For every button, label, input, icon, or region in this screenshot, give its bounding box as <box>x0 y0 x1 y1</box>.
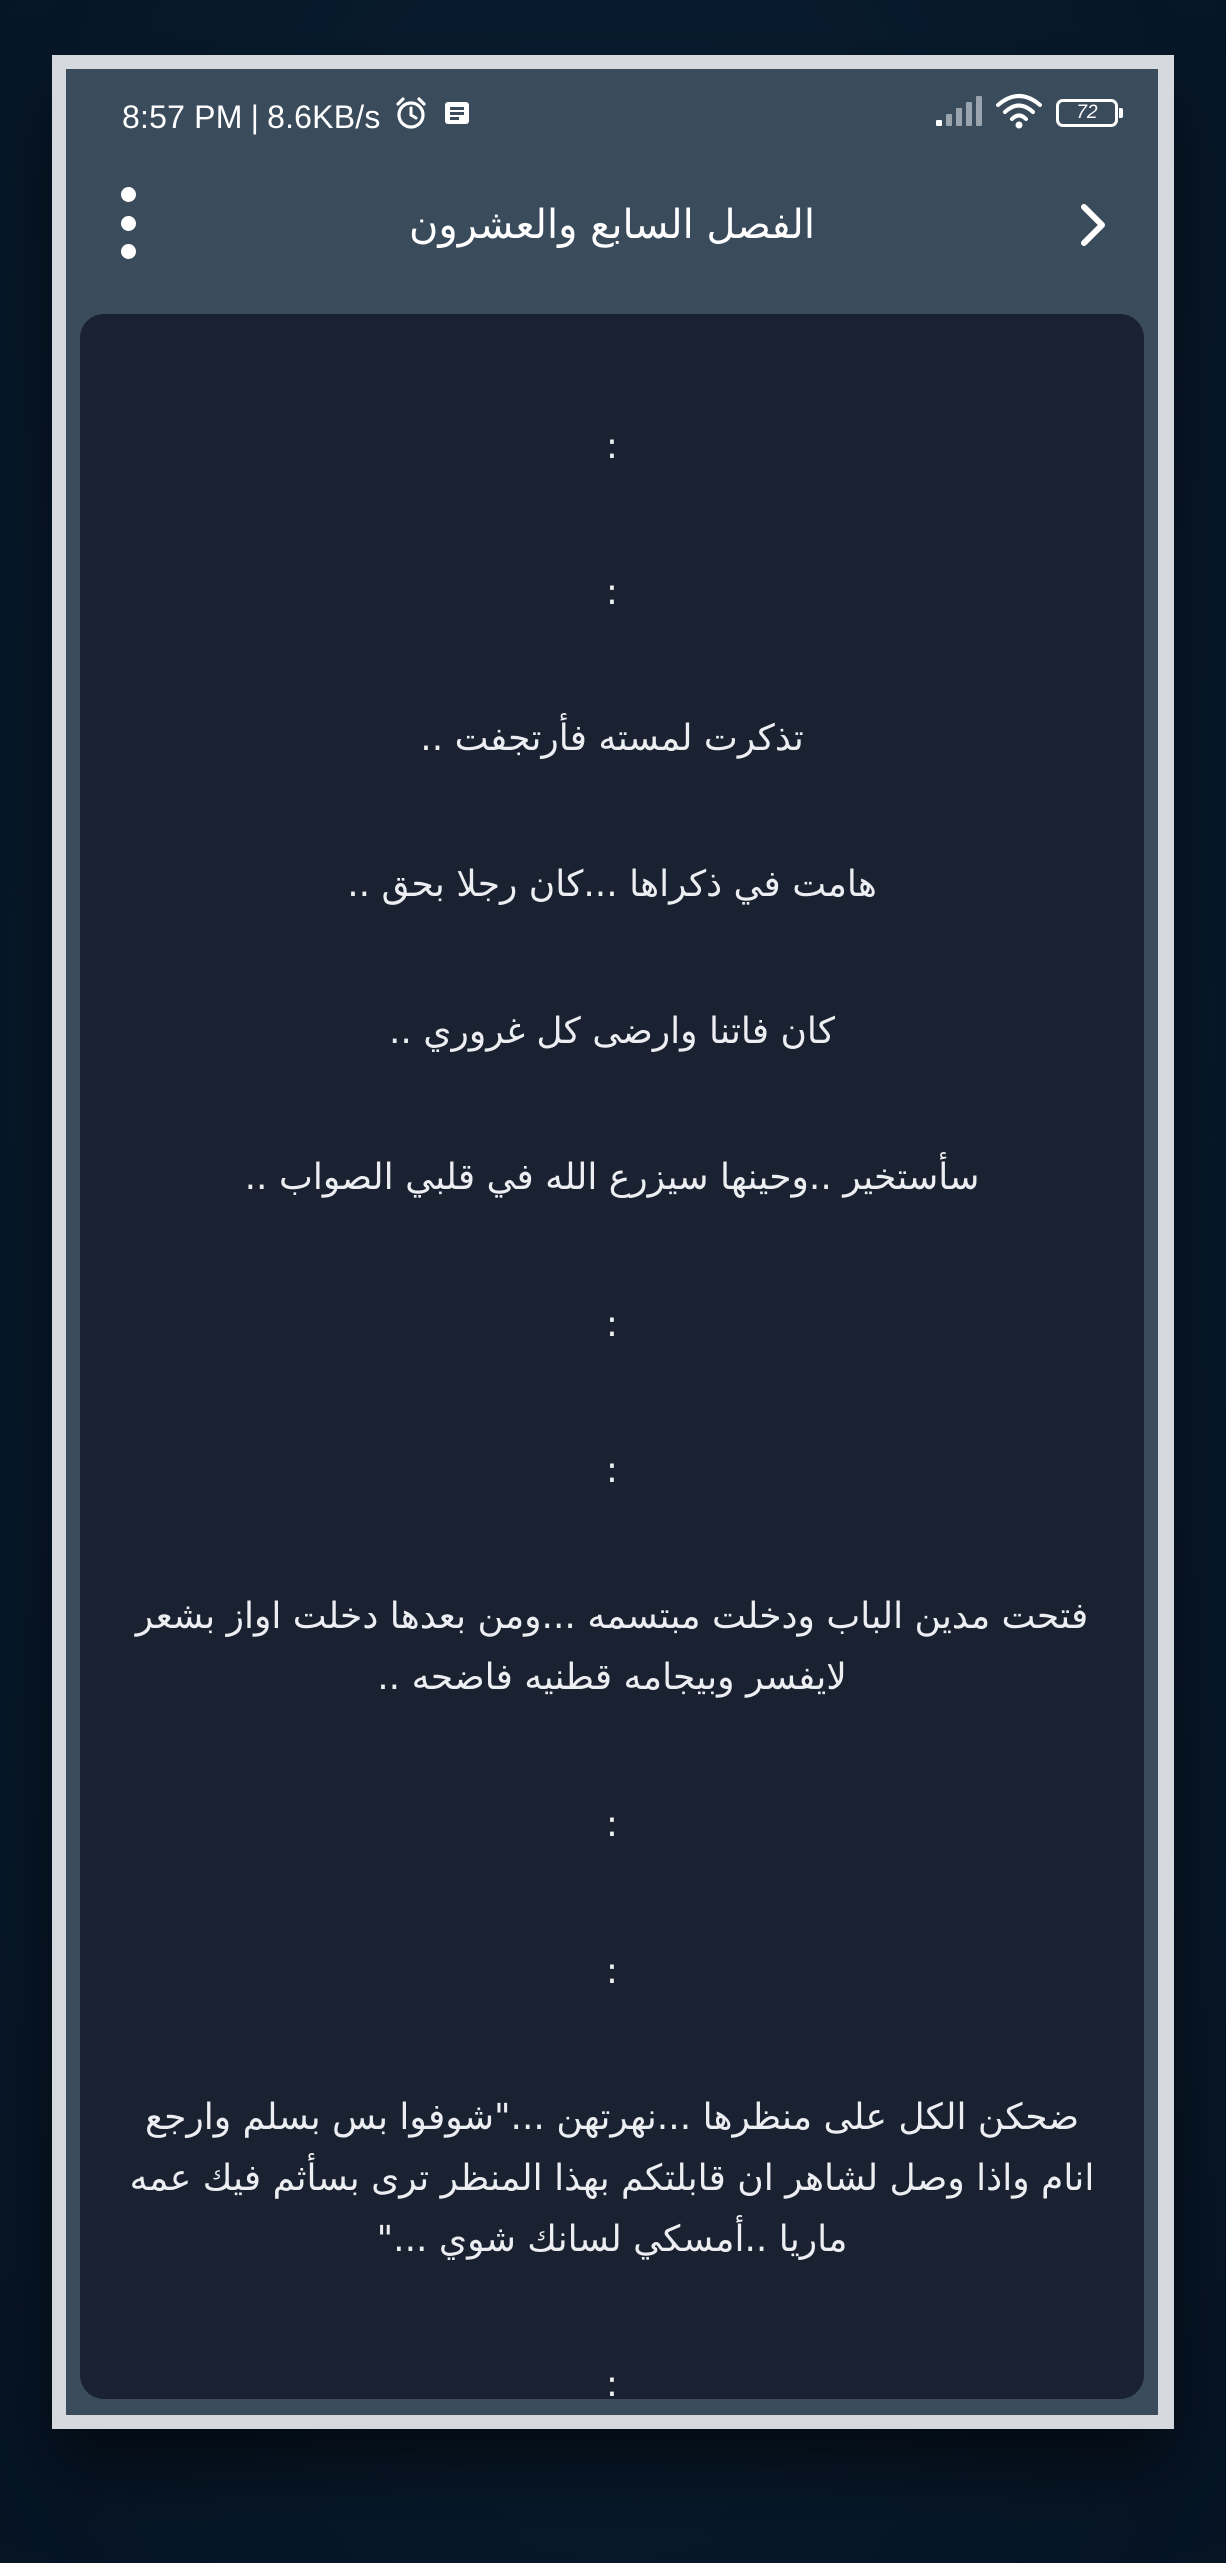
app-bar <box>66 161 1158 289</box>
paragraph: هامت في ذكراها ...كان رجلا بحق .. <box>347 864 877 905</box>
battery-icon <box>1056 99 1118 127</box>
chapter-content-card[interactable] <box>80 314 1144 2399</box>
paragraph: ضحكن الكل على منظرها ...نهرتهن ..."شوفوا بس بسلم وارجع انام واذا وصل لشاهر ان قابلتكم بهذا المنظر ترى بسأثم فيك عمه ماريا ..أمسكي لسانك شوي ..." <box>129 2097 1095 2260</box>
paragraph: : <box>605 2364 619 2399</box>
phone-screen <box>66 69 1158 2415</box>
paragraph: : <box>605 1804 619 1845</box>
status-time: 8:57 PM <box>122 98 243 135</box>
paragraph: تذكرت لمسته فأرتجفت .. <box>420 718 804 759</box>
chapter-title: الفصل السابع والعشرون <box>409 202 815 248</box>
notes-icon <box>441 97 473 137</box>
status-separator: | <box>250 98 260 135</box>
paragraph: : <box>605 1951 619 1992</box>
wifi-icon <box>996 93 1042 133</box>
status-right <box>934 93 1118 133</box>
paragraph: كان فاتنا وارضى كل غروري .. <box>388 1011 836 1052</box>
paragraph: : <box>605 426 619 467</box>
paragraph: : <box>605 1304 619 1345</box>
status-bar <box>66 69 1158 161</box>
status-network-speed: 8.6KB/s <box>267 98 381 135</box>
chevron-right-icon[interactable] <box>1062 195 1122 255</box>
more-vert-icon[interactable] <box>108 187 148 259</box>
battery-level: 72 <box>1076 102 1098 123</box>
status-left <box>122 95 473 139</box>
device-frame <box>52 55 1174 2429</box>
paragraph: سأستخير ..وحينها سيزرع الله في قلبي الصواب .. <box>244 1157 980 1198</box>
alarm-icon <box>393 95 429 139</box>
signal-icon <box>934 94 984 132</box>
paragraph: : <box>605 572 619 613</box>
paragraph: : <box>605 1450 619 1491</box>
paragraph: فتحت مدين الباب ودخلت مبتسمه ...ومن بعدها دخلت اواز بشعر لايفسر وبيجامه قطنيه فاضحه .. <box>135 1596 1089 1698</box>
